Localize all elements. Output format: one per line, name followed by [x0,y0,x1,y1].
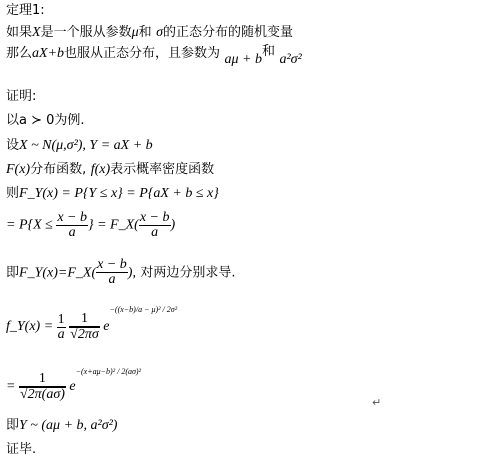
statement-text: 也服从正态分布，且参数为 [64,46,221,61]
setup-expr: X ~ N(μ,σ²), Y = aX + b [19,138,153,153]
setup-prefix: 设 [6,138,20,153]
statement-text: 是一个服从参数 [40,25,132,40]
step2-mid: } = F_X( [88,217,139,233]
variable-x: X [32,25,41,40]
step3-line [6,258,236,287]
cdf-symbol: F(x) [6,162,31,177]
statement-text: 如果 [6,25,33,40]
cdf-expr: F_Y(x) = P{Y ≤ x} = P{aX + b ≤ x} [19,186,219,201]
proof-title: 证明: [6,89,37,104]
return-mark-icon: ↵ [372,396,382,409]
step3-expr-right: ), [127,265,136,281]
expr-axb: aX+b [32,46,65,61]
exp-base: e [103,319,110,335]
statement-text: 的正态分布的随机变量 [163,25,294,40]
step3-expr-left: F_Y(x)=F_X( [19,265,97,281]
pdf-symbol: f(x) [90,162,111,177]
step3-prefix: 即 [6,265,20,281]
fraction-numerator: x − b [97,257,127,272]
step2-right: ) [170,217,176,233]
pdf-line-2 [6,367,141,402]
cdf-line [6,186,219,201]
step2-line [6,211,175,240]
sigma-symbol: σ [156,25,163,40]
statement-line-2 [6,44,302,67]
conclusion-expr: Y ~ (aμ + b, a²σ²) [19,418,118,433]
fraction [19,372,66,402]
fraction-numerator: 1 [57,311,65,327]
fraction-denominator: a [68,225,76,240]
conclusion-prefix: 即 [6,418,20,433]
fraction [56,211,88,240]
conclusion-line [6,418,117,433]
mu-symbol: μ [131,25,139,40]
fraction-numerator: x − b [57,210,88,225]
cdf-text: 分布函数, [30,162,87,177]
fraction [69,312,100,342]
theorem-title: 定理1: [6,3,45,18]
functions-line [6,162,214,177]
cdf-prefix: 则 [6,186,20,201]
exp-base: e [69,379,76,395]
pdf1-lhs: f_Y(x) = [6,319,54,335]
fraction [57,313,66,342]
step3-suffix: 对两边分别求导. [140,265,236,281]
proof-end: 证毕. [6,442,37,457]
fraction-denominator: √2πσ [70,327,99,342]
fraction-denominator: a [57,326,65,342]
exponent: −(x+aμ−b)² / 2(aσ)² [75,367,141,377]
statement-text: 和 [138,25,152,40]
fraction [139,211,171,240]
param-variance: a²σ² [279,52,302,67]
exponent: −((x−b)/a − μ)² / 2σ² [109,305,178,315]
fraction-denominator: a [151,225,159,240]
fraction-numerator: x − b [139,210,170,225]
fraction-denominator: √2π(aσ) [19,387,65,402]
param-mean: aμ + b [224,52,262,67]
fraction [96,258,128,287]
setup-line [6,138,153,153]
pdf-text: 表示概率密度函数 [110,162,215,177]
statement-line-1 [6,25,293,40]
fraction-denominator: a [108,272,116,287]
statement-text: 那么 [6,46,33,61]
fraction-numerator: 1 [19,372,66,387]
case-line: 以a ≻ 0为例. [6,113,85,128]
step2-left: = P{X ≤ [6,217,53,233]
pdf2-lhs: = [6,379,16,395]
fraction-numerator: 1 [69,312,100,327]
statement-text: 和 [261,44,275,59]
